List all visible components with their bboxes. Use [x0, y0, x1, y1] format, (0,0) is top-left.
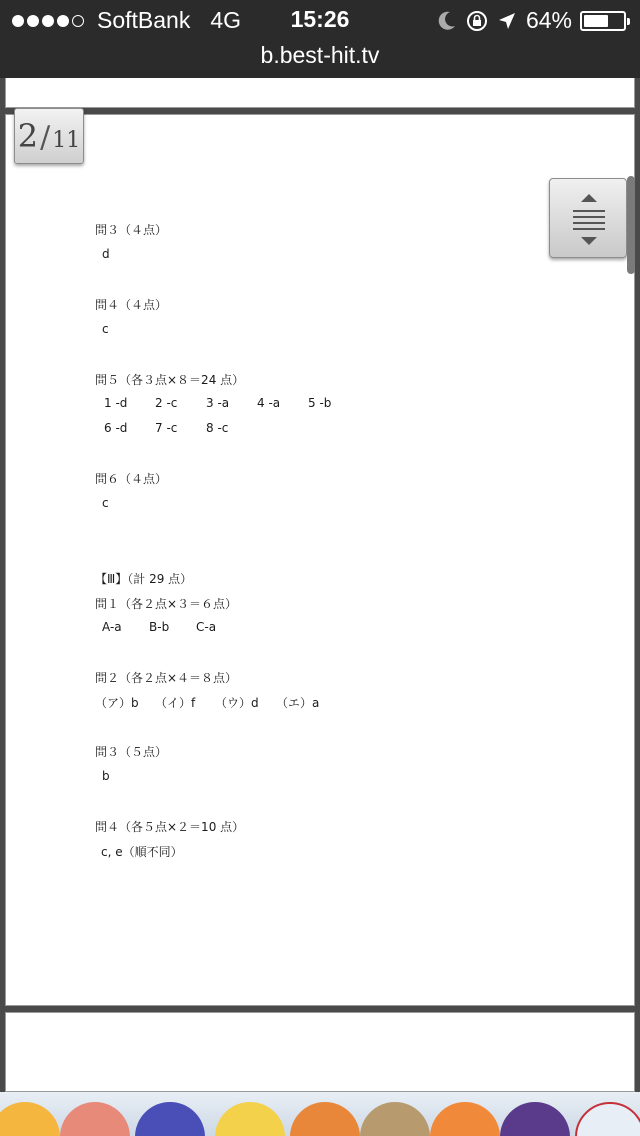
location-arrow-icon: [498, 12, 516, 30]
ad-banner[interactable]: [0, 1092, 640, 1136]
battery-level: [584, 15, 608, 27]
q5-row2-item: 6 -d: [104, 421, 128, 435]
q5-row1-item: 2 -c: [155, 396, 178, 410]
next-page: [5, 1012, 635, 1092]
q5-title: 問５（各３点×８＝24 点）: [95, 373, 245, 387]
moon-icon: [438, 11, 456, 31]
s3-q1-answer: B-b: [149, 620, 170, 634]
banner-character: [290, 1102, 360, 1136]
banner-character: [60, 1102, 130, 1136]
page-indicator[interactable]: [14, 108, 84, 164]
clock: 15:26: [290, 6, 350, 32]
s3-q2-title: 問２（各２点×４＝８点）: [95, 671, 238, 685]
banner-character: [500, 1102, 570, 1136]
q3-answer: d: [102, 247, 110, 261]
rotation-lock-icon: [466, 10, 488, 32]
q3-title: 問３（４点）: [95, 223, 168, 237]
s3-q3-answer: b: [102, 769, 110, 783]
s3-q2-answer: （イ）f: [155, 696, 196, 710]
url-bar[interactable]: [0, 40, 640, 78]
q5-row1-item: 1 -d: [104, 396, 128, 410]
banner-character: [360, 1102, 430, 1136]
s3-q1-answer: C-a: [196, 620, 217, 634]
url-text[interactable]: b.best-hit.tv: [260, 42, 380, 68]
q5-row1-item: 5 -b: [308, 396, 332, 410]
q4-answer: c: [102, 322, 109, 336]
current-page: [5, 114, 635, 1006]
status-icons: [428, 7, 626, 34]
scroll-menu-icon: [570, 191, 608, 247]
banner-character: [135, 1102, 205, 1136]
battery-icon: [580, 11, 626, 31]
s3-q1-title: 問１（各２点×３＝６点）: [95, 597, 238, 611]
q5-row2-item: 7 -c: [155, 421, 178, 435]
q5-row2-item: 8 -c: [206, 421, 229, 435]
banner-character: [215, 1102, 285, 1136]
page-total: 11: [52, 128, 81, 153]
scrollbar[interactable]: [627, 176, 635, 274]
s3-q2-answer: （ア）b: [95, 696, 139, 710]
banner-character: [575, 1102, 640, 1136]
s3-q1-answer: A-a: [102, 620, 122, 634]
banner-character: [430, 1102, 500, 1136]
q6-title: 問６（４点）: [95, 472, 168, 486]
battery-percent: 64%: [525, 7, 572, 33]
q6-answer: c: [102, 496, 109, 510]
page-slash: /: [40, 120, 51, 155]
previous-page: [5, 78, 635, 108]
banner-character: [0, 1102, 60, 1136]
s3-q4-title: 問４（各５点×２＝10 点）: [95, 820, 245, 834]
section3-title: 【Ⅲ】（計 29 点）: [95, 572, 193, 586]
q5-row1-item: 4 -a: [257, 396, 281, 410]
s3-q4-answer: c, e（順不同）: [101, 845, 183, 859]
s3-q2-answer: （ウ）d: [215, 696, 259, 710]
q4-title: 問４（４点）: [95, 298, 168, 312]
s3-q3-title: 問３（５点）: [95, 745, 168, 759]
page-current: 2: [17, 117, 39, 155]
network-type: 4G: [210, 7, 242, 33]
s3-q2-answer: （エ）a: [276, 696, 320, 710]
status-bar: [0, 0, 640, 40]
q5-row1-item: 3 -a: [206, 396, 230, 410]
carrier-name: SoftBank: [97, 7, 191, 33]
scroll-menu-button[interactable]: [549, 178, 627, 258]
